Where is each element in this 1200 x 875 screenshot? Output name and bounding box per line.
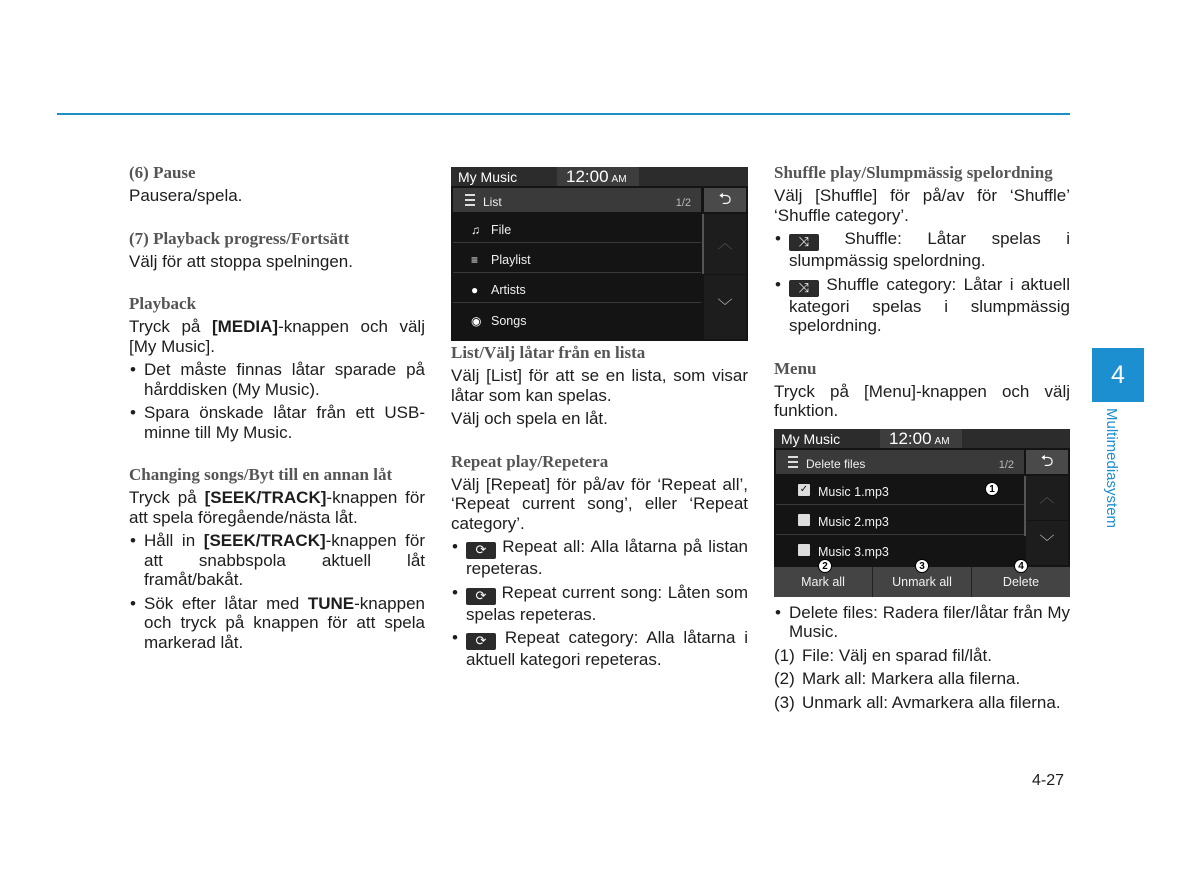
shuffle-heading: Shuffle play/Slumpmässig spelordning xyxy=(774,163,1053,182)
page-indicator: 1/2 xyxy=(675,197,691,209)
mark-all-button[interactable]: Mark all xyxy=(801,574,845,589)
music-note-icon: ♫ xyxy=(471,223,480,237)
scroll-up-button[interactable]: ︿ xyxy=(1026,476,1068,520)
list-text-2: Välj och spela en låt. xyxy=(451,409,608,428)
my-music-list-screen xyxy=(451,167,748,341)
shuffle-category-icon: ⤨ xyxy=(789,280,819,297)
back-button[interactable]: ⮌ xyxy=(704,188,746,212)
callout-marker: 1 xyxy=(985,482,999,496)
clock: 12:00 AM xyxy=(880,429,962,448)
shuffle-icon: ⤨ xyxy=(789,234,819,251)
list-item: • Det måste finnas låtar sparade på hårddisken (My Music). xyxy=(129,360,425,399)
list-icon xyxy=(788,456,798,468)
delete-files-screen xyxy=(774,429,1070,597)
list-item: • ⟳ Repeat all: Alla låtarna på listan repeteras. xyxy=(451,537,748,579)
list-item: (3) Unmark all: Avmarkera alla filerna. xyxy=(774,692,1061,712)
playback-text: Tryck på [MEDIA]-knappen och välj [My Music]. xyxy=(129,317,425,356)
list-item: (1) File: Välj en sparad fil/låt. xyxy=(774,645,992,665)
menu-text: Tryck på [Menu]-knappen och välj funktion. xyxy=(774,381,1070,420)
repeat-text: Välj [Repeat] för på/av för ‘Repeat all’, ‘Repeat current song’, eller ‘Repeat category’. xyxy=(451,474,748,533)
pause-text: Pausera/spela. xyxy=(129,186,243,205)
menu-heading: Menu xyxy=(774,358,817,378)
list-icon xyxy=(465,194,475,206)
list-text: Välj [List] för att se en lista, som visar låtar som kan spelas. xyxy=(451,366,748,405)
disc-icon: ◉ xyxy=(471,314,482,328)
file-row[interactable]: Music 3.mp3 xyxy=(776,536,1024,565)
change-heading: Changing songs/Byt till en annan låt xyxy=(129,465,393,484)
playback-heading: Playback xyxy=(129,294,197,313)
list-item: • ⟳ Repeat current song: Låten som spelas repeteras. xyxy=(451,583,748,625)
list-item: • Håll in [SEEK/TRACK]-knappen för att snabbspola aktuell låt framåt/bakåt. xyxy=(129,531,425,590)
back-button[interactable]: ⮌ xyxy=(1026,450,1068,474)
shuffle-text: Välj [Shuffle] för på/av för ‘Shuffle’ ‘Shuffle category’. xyxy=(774,186,1070,225)
file-row[interactable]: Music 2.mp3 xyxy=(776,506,1024,535)
screen-title: My Music xyxy=(458,169,518,185)
screen-title-bar xyxy=(451,167,748,186)
column-2 xyxy=(451,163,748,674)
delete-button[interactable]: Delete xyxy=(971,567,1070,597)
list-item: • Delete files: Radera filer/låtar från My Music. xyxy=(774,603,1070,642)
scroll-down-button[interactable]: ﹀ xyxy=(704,275,746,339)
checkbox[interactable] xyxy=(798,514,810,526)
checkbox[interactable] xyxy=(798,544,810,556)
callout-marker: 2 xyxy=(818,559,832,573)
list-item-file[interactable]: ♫ File xyxy=(453,214,701,243)
scroll-up-button[interactable]: ︿ xyxy=(704,214,746,274)
chapter-tab: 4 xyxy=(1092,348,1144,402)
file-row[interactable]: ✓ Music 1.mp3 xyxy=(776,476,1024,505)
checkbox-checked[interactable]: ✓ xyxy=(799,483,809,495)
clock: 12:00 AM xyxy=(557,167,639,186)
list-item: (2) Mark all: Markera alla filerna. xyxy=(774,669,1021,688)
delete-header: Delete files 1/2 xyxy=(776,450,1024,474)
playlist-icon: ≡ xyxy=(471,253,479,267)
repeat-one-icon: ⟳ xyxy=(466,588,496,605)
page-number: 4-27 xyxy=(1032,772,1065,789)
person-icon: ● xyxy=(471,283,479,297)
list-item-playlist[interactable]: ≡ Playlist xyxy=(453,244,701,273)
list-header: List 1/2 xyxy=(453,188,701,212)
list-item-songs[interactable]: ◉ Songs xyxy=(453,305,701,334)
progress-text: Välj för att stoppa spelningen. xyxy=(129,251,353,271)
list-item: • ⤨ Shuffle category: Låtar i aktuell kategori spelas i slumpmässig spelordning. xyxy=(774,275,1070,336)
section-label: Multimediasystem xyxy=(1103,408,1120,529)
screen-title-bar xyxy=(774,429,1070,448)
change-text: Tryck på [SEEK/TRACK]-knappen för att spela föregående/nästa låt. xyxy=(129,488,425,527)
unmark-all-button[interactable]: Unmark all xyxy=(872,567,971,597)
list-item-artists[interactable]: ● Artists xyxy=(453,274,701,303)
progress-heading: (7) Playback progress/Fortsätt xyxy=(129,228,350,248)
screen-title: My Music xyxy=(781,430,841,447)
callout-marker: 3 xyxy=(915,559,929,573)
callout-marker: 4 xyxy=(1014,559,1028,573)
list-item: • ⤨ Shuffle: Låtar spelas i slumpmässig spelordning. xyxy=(774,229,1070,271)
scroll-down-button[interactable]: ﹀ xyxy=(1026,521,1068,565)
header-rule xyxy=(57,113,1070,115)
repeat-heading: Repeat play/Repetera xyxy=(451,451,609,471)
page-indicator: 1/2 xyxy=(998,458,1014,471)
list-item: • Sök efter låtar med TUNE-knappen och tryck på knappen för att spela markerad låt. xyxy=(129,594,425,653)
list-item: • Spara önskade låtar från ett USB-minne till My Music. xyxy=(129,403,425,442)
column-1 xyxy=(129,163,425,656)
column-3 xyxy=(774,163,1070,716)
list-item: • ⟳ Repeat category: Alla låtarna i aktuell kategori repeteras. xyxy=(451,628,748,670)
pause-heading: (6) Pause xyxy=(129,163,196,182)
list-heading: List/Välj låtar från en lista xyxy=(451,343,646,362)
repeat-all-icon: ⟳ xyxy=(466,542,496,559)
repeat-category-icon: ⟳ xyxy=(466,633,496,650)
